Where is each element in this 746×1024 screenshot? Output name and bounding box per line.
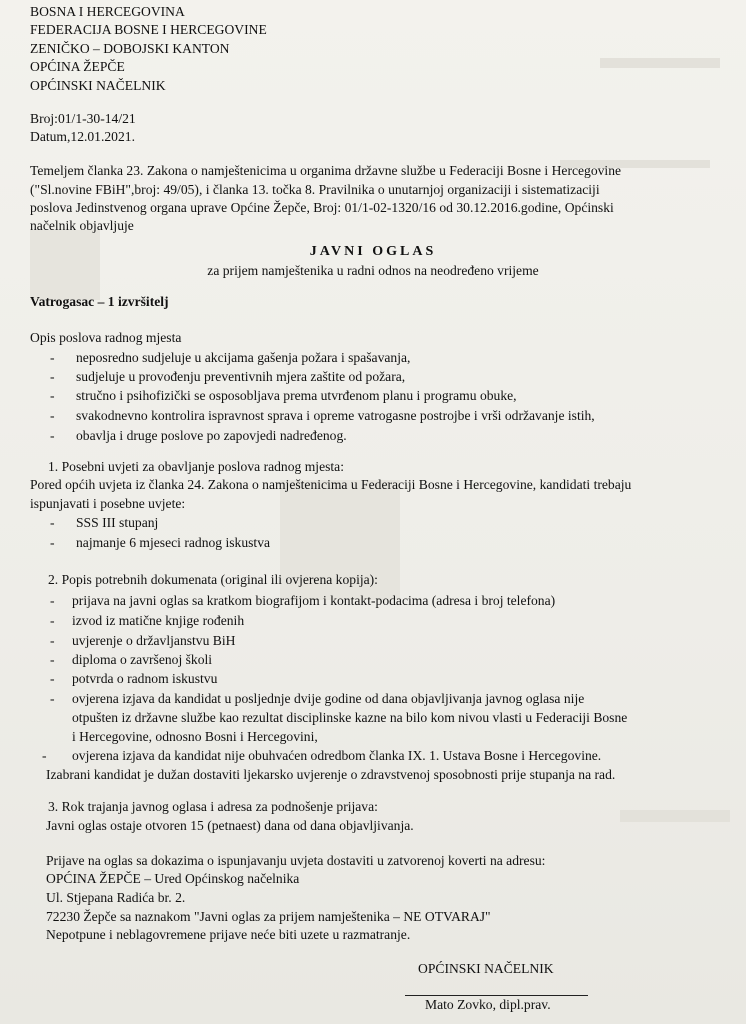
list-item: najmanje 6 mjeseci radnog iskustva (76, 535, 271, 550)
bullet: - (50, 613, 55, 628)
document-date: Datum,12.01.2021. (30, 129, 135, 144)
list-item: diploma o završenoj školi (72, 652, 213, 667)
header-line: OPĆINA ŽEPČE (30, 59, 125, 74)
notice-subtitle: za prijem namještenika u radni odnos na neodređeno vrijeme (207, 263, 539, 278)
bullet: - (50, 593, 55, 608)
intro-line: Temeljem članka 23. Zakona o namještenicima u organima državne službe u Federaciji Bosne i Hercegovine (30, 163, 622, 178)
list-item: izvod iz matične knjige rođenih (72, 613, 245, 628)
list-item: svakodnevno kontrolira ispravnost sprava i opreme vatrogasne postrojbe i vrši održavanje istih, (76, 408, 595, 423)
bullet: - (50, 388, 55, 403)
list-item: sudjeluje u provođenju preventivnih mjera zaštite od požara, (76, 369, 406, 384)
intro-line: poslova Jedinstvenog organa uprave Općine Žepče, Broj: 01/1-02-1320/16 od 30.12.2016.godine, Općinski (30, 200, 614, 215)
header-line: OPĆINSKI NAČELNIK (30, 78, 166, 93)
bullet: - (50, 408, 55, 423)
notice-title: JAVNI OGLAS (309, 244, 437, 259)
paragraph-line: Prijave na oglas sa dokazima o ispunjavanju uvjeta dostaviti u zatvorenoj koverti na adresu: (46, 853, 546, 868)
list-item: potvrda o radnom iskustvu (72, 671, 218, 686)
list-item: prijava na javni oglas sa kratkom biografijom i kontakt-podacima (adresa i broj telefona) (72, 593, 556, 608)
address-line: OPĆINA ŽEPČE – Ured Općinskog načelnika (46, 871, 300, 886)
list-item: neposredno sudjeluje u akcijama gašenja požara i spašavanja, (76, 350, 411, 365)
section-heading: 2. Popis potrebnih dokumenata (original ili ovjerena kopija): (48, 572, 378, 587)
address-line: 72230 Žepče sa naznakom "Javni oglas za prijem namještenika – NE OTVARAJ" (46, 909, 491, 924)
list-item-continuation: otpušten iz državne službe kao rezultat disciplinske kazne na bilo kom nivou vlasti u Federaciji Bosne (72, 710, 628, 725)
bullet: - (50, 691, 55, 706)
list-item-continuation: i Hercegovine, odnosno Bosni i Hercegovini, (72, 729, 318, 744)
bullet: - (50, 535, 55, 550)
address-line: Ul. Stjepana Radića br. 2. (46, 890, 186, 905)
paragraph-line: Izabrani kandidat je dužan dostaviti ljekarsko uvjerenje o zdravstvenoj sposobnosti prije stupanja na rad. (46, 767, 616, 782)
bullet: - (50, 350, 55, 365)
signature-role: OPĆINSKI NAČELNIK (418, 961, 554, 976)
reference-number: Broj:01/1-30-14/21 (30, 111, 136, 126)
list-item: uvjerenje o državljanstvu BiH (72, 633, 236, 648)
header-line: FEDERACIJA BOSNE I HERCEGOVINE (30, 22, 267, 37)
paragraph-line: Pored općih uvjeta iz članka 24. Zakona o namještenicima u Federaciji Bosne i Hercegovine, kandidati trebaju (30, 477, 632, 492)
position-title: Vatrogasac – 1 izvršitelj (30, 294, 169, 309)
paragraph-line: ispunjavati i posebne uvjete: (30, 496, 186, 511)
section-heading: 1. Posebni uvjeti za obavljanje poslova radnog mjesta: (48, 459, 344, 474)
list-item: ovjerena izjava da kandidat nije obuhvaćen odredbom članka IX. 1. Ustava Bosne i Hercegovine. (72, 748, 602, 763)
paragraph-line: Javni oglas ostaje otvoren 15 (petnaest) dana od dana objavljivanja. (46, 818, 414, 833)
bullet: - (50, 652, 55, 667)
header-line: ZENIČKO – DOBOJSKI KANTON (30, 41, 230, 56)
section-heading: 3. Rok trajanja javnog oglasa i adresa za podnošenje prijava: (48, 799, 378, 814)
list-item: stručno i psihofizički se osposobljava prema utvrđenom planu i programu obuke, (76, 388, 517, 403)
list-item: obavlja i druge poslove po zapovjedi nadređenog. (76, 428, 347, 443)
bullet: - (50, 428, 55, 443)
header-line: BOSNA I HERCEGOVINA (30, 4, 185, 19)
list-item: SSS III stupanj (76, 515, 159, 530)
signature-name: Mato Zovko, dipl.prav. (425, 997, 551, 1012)
bullet: - (50, 515, 55, 530)
bullet: - (42, 748, 47, 763)
intro-line: ("Sl.novine FBiH",broj: 49/05), i članka 13. točka 8. Pravilnika o unutarnjoj organizaciji i sistematizaciji (30, 182, 600, 197)
bullet: - (50, 633, 55, 648)
paragraph-line: Nepotpune i neblagovremene prijave neće biti uzete u razmatranje. (46, 927, 411, 942)
bullet: - (50, 671, 55, 686)
list-item: ovjerena izjava da kandidat u posljednje dvije godine od dana objavljivanja javnog oglasa nije (72, 691, 585, 706)
intro-line: načelnik objavljuje (30, 218, 134, 233)
signature-line (405, 995, 588, 996)
bullet: - (50, 369, 55, 384)
section-heading: Opis poslova radnog mjesta (30, 330, 182, 345)
